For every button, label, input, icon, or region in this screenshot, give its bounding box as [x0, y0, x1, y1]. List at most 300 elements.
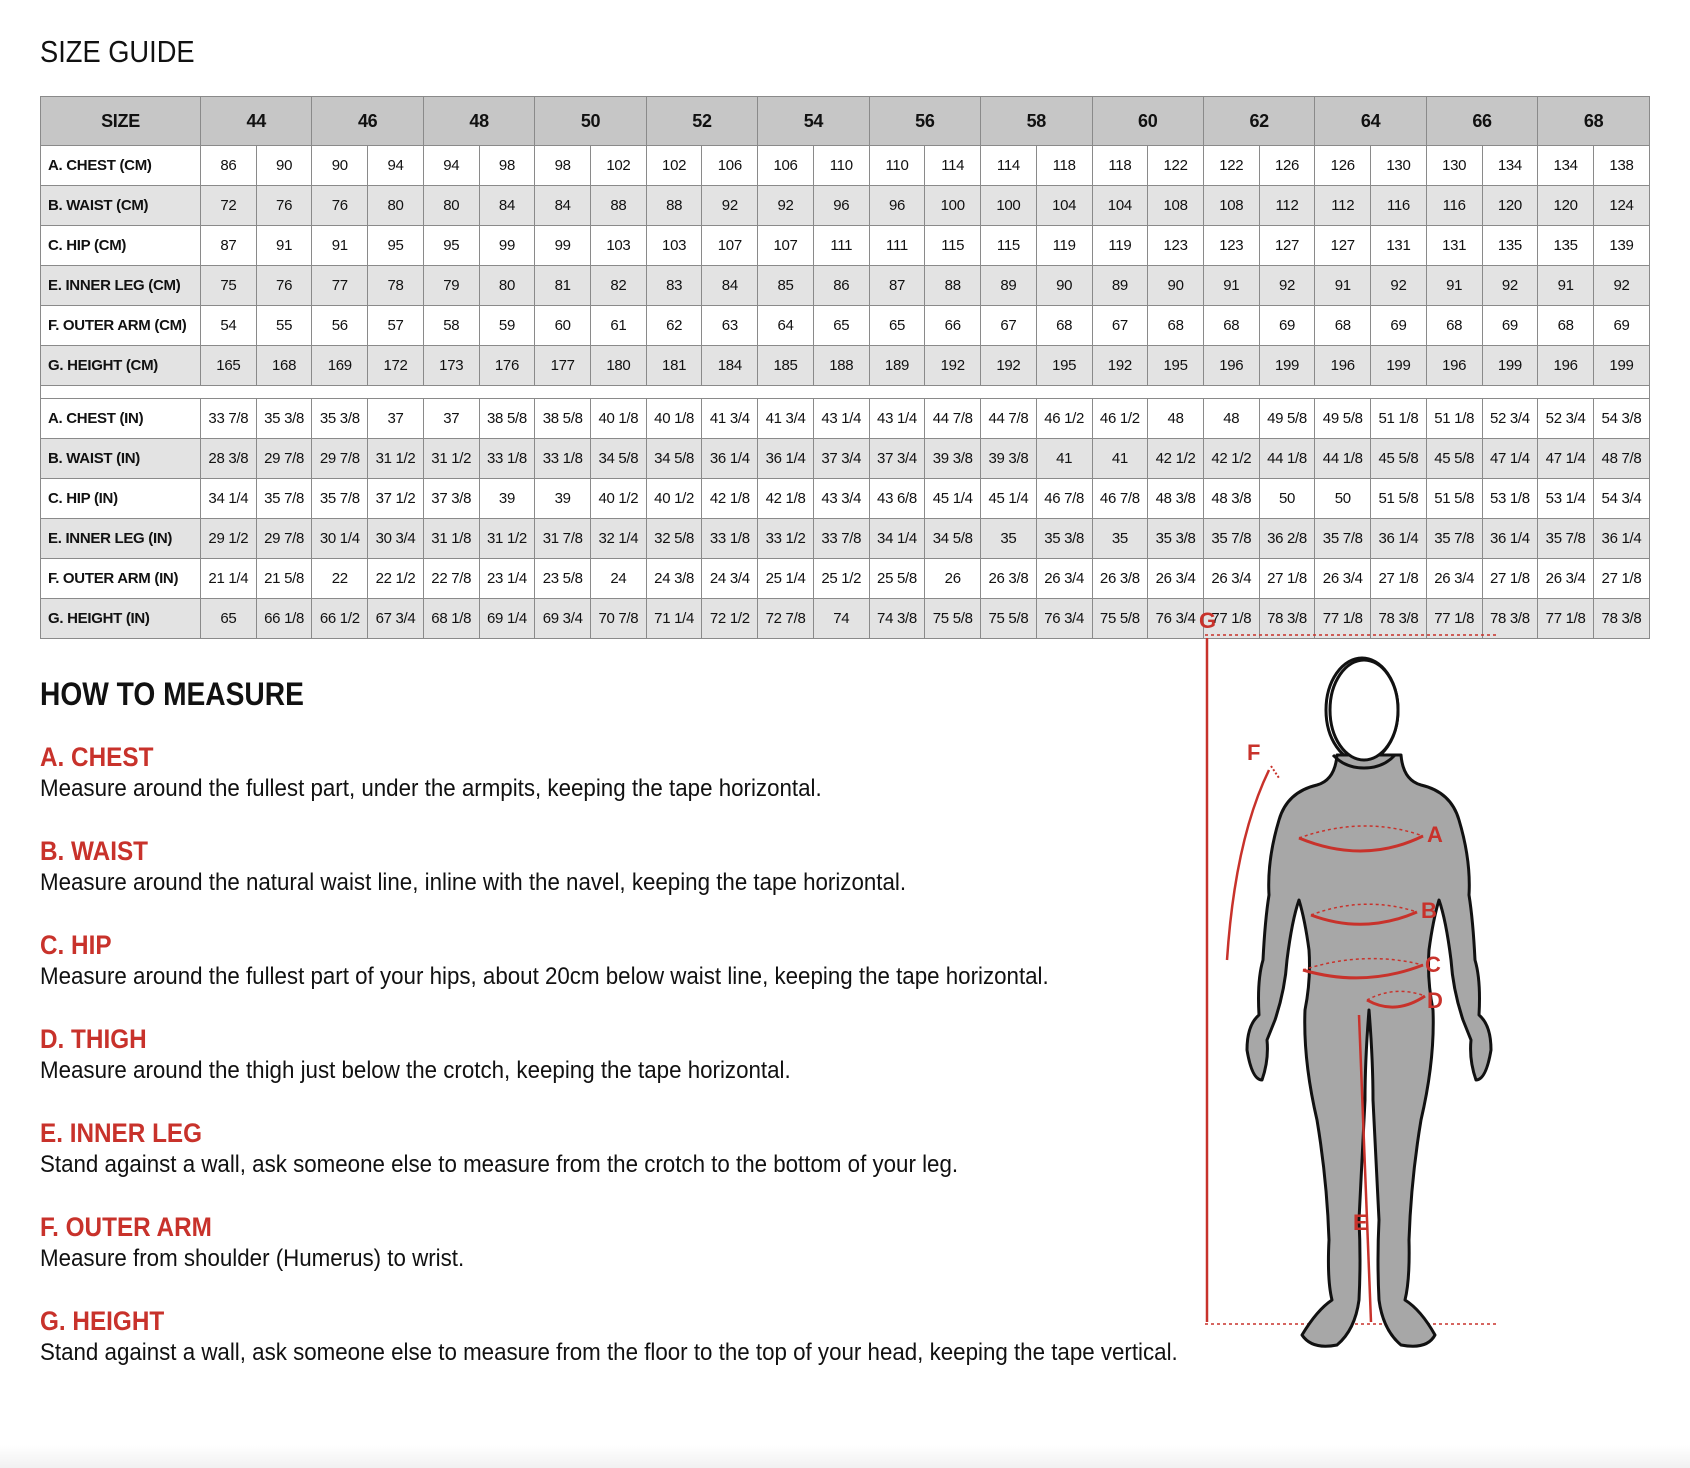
- table-cell: 91: [312, 226, 368, 266]
- table-cell: 32 1/4: [591, 519, 647, 559]
- table-cell: 81: [535, 266, 591, 306]
- row-label: C. HIP (IN): [41, 479, 201, 519]
- table-cell: 43 6/8: [869, 479, 925, 519]
- table-cell: 26 3/8: [981, 559, 1037, 599]
- table-cell: 79: [423, 266, 479, 306]
- table-cell: 188: [813, 346, 869, 386]
- table-cell: 68: [1315, 306, 1371, 346]
- table-cell: 94: [368, 146, 424, 186]
- instruction-title: F. OUTER ARM: [40, 1212, 212, 1242]
- table-cell: 134: [1482, 146, 1538, 186]
- table-row: [41, 266, 1650, 306]
- table-cell: 116: [1371, 186, 1427, 226]
- table-cell: 33 7/8: [201, 399, 257, 439]
- size-header-60: 60: [1092, 97, 1203, 146]
- table-cell: 91: [1203, 266, 1259, 306]
- table-cell: 54 3/8: [1593, 399, 1649, 439]
- table-cell: 37 1/2: [368, 479, 424, 519]
- size-header-44: 44: [201, 97, 312, 146]
- table-cell: 22: [312, 559, 368, 599]
- outer-arm-line: [1227, 770, 1269, 960]
- table-cell: 48 3/8: [1148, 479, 1204, 519]
- table-cell: 49 5/8: [1259, 399, 1315, 439]
- instruction-title: E. INNER LEG: [40, 1118, 203, 1148]
- table-cell: 35 7/8: [1538, 519, 1594, 559]
- table-cell: 71 1/4: [646, 599, 702, 639]
- table-cell: 48: [1148, 399, 1204, 439]
- table-cell: 91: [1538, 266, 1594, 306]
- table-cell: 37 3/4: [869, 439, 925, 479]
- table-cell: 26 3/4: [1203, 559, 1259, 599]
- table-cell: 108: [1203, 186, 1259, 226]
- instruction-item: [40, 740, 1220, 834]
- table-cell: 80: [479, 266, 535, 306]
- table-cell: 87: [869, 266, 925, 306]
- table-cell: 110: [813, 146, 869, 186]
- table-cell: 40 1/8: [591, 399, 647, 439]
- table-cell: 83: [646, 266, 702, 306]
- label-a: A: [1427, 822, 1443, 847]
- table-cell: 112: [1259, 186, 1315, 226]
- table-cell: 31 1/2: [479, 519, 535, 559]
- table-cell: 75 5/8: [1092, 599, 1148, 639]
- size-table: [40, 96, 1650, 639]
- table-cell: 65: [813, 306, 869, 346]
- size-header-46: 46: [312, 97, 423, 146]
- table-cell: 122: [1203, 146, 1259, 186]
- table-cell: 69: [1371, 306, 1427, 346]
- table-cell: 26 3/4: [1315, 559, 1371, 599]
- table-cell: 66: [925, 306, 981, 346]
- size-header-58: 58: [981, 97, 1092, 146]
- instruction-title: B. WAIST: [40, 836, 148, 866]
- table-cell: 131: [1426, 226, 1482, 266]
- table-cell: 43 1/4: [869, 399, 925, 439]
- table-cell: 114: [981, 146, 1037, 186]
- table-cell: 115: [981, 226, 1037, 266]
- table-cell: 39: [479, 479, 535, 519]
- table-cell: 35 7/8: [1426, 519, 1482, 559]
- table-cell: 51 5/8: [1371, 479, 1427, 519]
- table-cell: 77: [312, 266, 368, 306]
- table-row: [41, 399, 1650, 439]
- table-cell: 22 1/2: [368, 559, 424, 599]
- table-cell: 35 3/8: [1036, 519, 1092, 559]
- table-cell: 61: [591, 306, 647, 346]
- table-cell: 36 1/4: [702, 439, 758, 479]
- table-cell: 52 3/4: [1482, 399, 1538, 439]
- table-cell: 172: [368, 346, 424, 386]
- table-cell: 89: [981, 266, 1037, 306]
- table-row: [41, 559, 1650, 599]
- table-cell: 46 1/2: [1036, 399, 1092, 439]
- table-cell: 130: [1371, 146, 1427, 186]
- table-cell: 26 3/4: [1538, 559, 1594, 599]
- table-cell: 69 1/4: [479, 599, 535, 639]
- table-cell: 33 7/8: [813, 519, 869, 559]
- table-cell: 44 1/8: [1259, 439, 1315, 479]
- instruction-text: Measure from shoulder (Humerus) to wrist.: [40, 1245, 465, 1272]
- table-cell: 43 1/4: [813, 399, 869, 439]
- table-cell: 27 1/8: [1259, 559, 1315, 599]
- table-cell: 29 7/8: [256, 519, 312, 559]
- size-header-56: 56: [869, 97, 980, 146]
- table-cell: 50: [1259, 479, 1315, 519]
- table-cell: 38 5/8: [535, 399, 591, 439]
- page-title: SIZE GUIDE: [40, 34, 195, 69]
- table-cell: 119: [1092, 226, 1148, 266]
- table-cell: 54 3/4: [1593, 479, 1649, 519]
- table-cell: 45 1/4: [981, 479, 1037, 519]
- table-cell: 46 7/8: [1092, 479, 1148, 519]
- instruction-item: [40, 1304, 1220, 1398]
- instruction-text: Stand against a wall, ask someone else to measure from the floor to the top of your head, keeping the tape vertical.: [40, 1339, 1178, 1366]
- instruction-item: [40, 928, 1220, 1022]
- table-cell: 126: [1315, 146, 1371, 186]
- table-cell: 78 3/8: [1259, 599, 1315, 639]
- table-cell: 199: [1593, 346, 1649, 386]
- table-cell: 46 1/2: [1092, 399, 1148, 439]
- table-cell: 23 1/4: [479, 559, 535, 599]
- size-header-68: 68: [1538, 97, 1650, 146]
- table-cell: 102: [591, 146, 647, 186]
- table-cell: 30 3/4: [368, 519, 424, 559]
- table-cell: 48 3/8: [1203, 479, 1259, 519]
- table-cell: 59: [479, 306, 535, 346]
- table-cell: 43 3/4: [813, 479, 869, 519]
- label-g: G: [1199, 608, 1217, 633]
- table-cell: 34 5/8: [646, 439, 702, 479]
- size-header-54: 54: [758, 97, 869, 146]
- table-cell: 139: [1593, 226, 1649, 266]
- label-c: C: [1425, 952, 1441, 977]
- size-header-62: 62: [1203, 97, 1314, 146]
- row-label: F. OUTER ARM (CM): [41, 306, 201, 346]
- table-row: [41, 226, 1650, 266]
- table-cell: 95: [423, 226, 479, 266]
- table-cell: 52 3/4: [1538, 399, 1594, 439]
- table-cell: 30 1/4: [312, 519, 368, 559]
- table-cell: 135: [1482, 226, 1538, 266]
- table-cell: 74: [813, 599, 869, 639]
- table-cell: 89: [1092, 266, 1148, 306]
- table-cell: 91: [256, 226, 312, 266]
- table-cell: 165: [201, 346, 257, 386]
- bottom-fade: [0, 1445, 1690, 1468]
- table-cell: 100: [981, 186, 1037, 226]
- table-cell: 75 5/8: [925, 599, 981, 639]
- table-cell: 34 1/4: [869, 519, 925, 559]
- table-cell: 41 3/4: [702, 399, 758, 439]
- table-row: [41, 306, 1650, 346]
- table-cell: 84: [702, 266, 758, 306]
- instruction-title: D. THIGH: [40, 1024, 147, 1054]
- table-cell: 123: [1203, 226, 1259, 266]
- table-cell: 77 1/8: [1203, 599, 1259, 639]
- table-cell: 196: [1538, 346, 1594, 386]
- table-cell: 100: [925, 186, 981, 226]
- instruction-item: [40, 1210, 1220, 1304]
- table-cell: 126: [1259, 146, 1315, 186]
- table-cell: 134: [1538, 146, 1594, 186]
- table-cell: 72 7/8: [758, 599, 814, 639]
- table-cell: 55: [256, 306, 312, 346]
- table-cell: 199: [1371, 346, 1427, 386]
- table-cell: 50: [1315, 479, 1371, 519]
- table-cell: 25 1/2: [813, 559, 869, 599]
- instruction-text: Measure around the thigh just below the crotch, keeping the tape horizontal.: [40, 1057, 791, 1084]
- table-cell: 112: [1315, 186, 1371, 226]
- instruction-text: Stand against a wall, ask someone else to measure from the crotch to the bottom of your leg.: [40, 1151, 959, 1178]
- table-cell: 69: [1259, 306, 1315, 346]
- table-cell: 56: [312, 306, 368, 346]
- table-cell: 118: [1036, 146, 1092, 186]
- table-cell: 44 1/8: [1315, 439, 1371, 479]
- table-cell: 80: [423, 186, 479, 226]
- table-cell: 29 7/8: [256, 439, 312, 479]
- table-cell: 45 5/8: [1371, 439, 1427, 479]
- table-cell: 99: [535, 226, 591, 266]
- row-label: A. CHEST (CM): [41, 146, 201, 186]
- table-cell: 185: [758, 346, 814, 386]
- table-row: [41, 479, 1650, 519]
- table-cell: 104: [1036, 186, 1092, 226]
- table-cell: 51 5/8: [1426, 479, 1482, 519]
- table-cell: 85: [758, 266, 814, 306]
- size-header-52: 52: [646, 97, 757, 146]
- table-cell: 177: [535, 346, 591, 386]
- table-cell: 42 1/8: [758, 479, 814, 519]
- table-cell: 118: [1092, 146, 1148, 186]
- table-cell: 77 1/8: [1426, 599, 1482, 639]
- table-cell: 76 3/4: [1148, 599, 1204, 639]
- table-cell: 38 5/8: [479, 399, 535, 439]
- table-cell: 63: [702, 306, 758, 346]
- table-cell: 68 1/8: [423, 599, 479, 639]
- table-cell: 21 1/4: [201, 559, 257, 599]
- table-cell: 138: [1593, 146, 1649, 186]
- table-cell: 72: [201, 186, 257, 226]
- size-header-48: 48: [423, 97, 534, 146]
- table-cell: 62: [646, 306, 702, 346]
- table-cell: 26 3/4: [1426, 559, 1482, 599]
- table-cell: 33 1/8: [479, 439, 535, 479]
- table-cell: 22 7/8: [423, 559, 479, 599]
- table-cell: 75 5/8: [981, 599, 1037, 639]
- table-cell: 26 3/8: [1092, 559, 1148, 599]
- table-cell: 35 7/8: [256, 479, 312, 519]
- table-cell: 60: [535, 306, 591, 346]
- table-cell: 99: [479, 226, 535, 266]
- instruction-item: [40, 1116, 1220, 1210]
- table-cell: 40 1/2: [591, 479, 647, 519]
- table-cell: 31 7/8: [535, 519, 591, 559]
- table-cell: 35 3/8: [256, 399, 312, 439]
- table-cell: 90: [312, 146, 368, 186]
- table-cell: 94: [423, 146, 479, 186]
- table-cell: 84: [535, 186, 591, 226]
- table-cell: 87: [201, 226, 257, 266]
- table-cell: 104: [1092, 186, 1148, 226]
- table-cell: 127: [1259, 226, 1315, 266]
- table-cell: 36 1/4: [1593, 519, 1649, 559]
- table-cell: 29 7/8: [312, 439, 368, 479]
- table-cell: 88: [646, 186, 702, 226]
- table-row: [41, 186, 1650, 226]
- table-cell: 45 5/8: [1426, 439, 1482, 479]
- table-cell: 90: [1148, 266, 1204, 306]
- instruction-title: C. HIP: [40, 930, 112, 960]
- table-cell: 96: [813, 186, 869, 226]
- row-label: F. OUTER ARM (IN): [41, 559, 201, 599]
- table-cell: 76: [256, 266, 312, 306]
- table-cell: 46 7/8: [1036, 479, 1092, 519]
- table-cell: 39: [535, 479, 591, 519]
- table-cell: 29 1/2: [201, 519, 257, 559]
- table-cell: 91: [1315, 266, 1371, 306]
- label-f: F: [1247, 740, 1261, 765]
- table-row: [41, 146, 1650, 186]
- spacer-cell: [41, 386, 1650, 399]
- table-cell: 192: [1092, 346, 1148, 386]
- table-cell: 70 7/8: [591, 599, 647, 639]
- table-cell: 33 1/8: [702, 519, 758, 559]
- table-cell: 107: [702, 226, 758, 266]
- table-cell: 76: [256, 186, 312, 226]
- how-to-measure-title: HOW TO MEASURE: [40, 676, 304, 712]
- table-cell: 92: [1259, 266, 1315, 306]
- table-cell: 77 1/8: [1538, 599, 1594, 639]
- table-cell: 42 1/2: [1203, 439, 1259, 479]
- table-cell: 80: [368, 186, 424, 226]
- table-cell: 58: [423, 306, 479, 346]
- table-cell: 25 5/8: [869, 559, 925, 599]
- table-cell: 111: [869, 226, 925, 266]
- table-cell: 127: [1315, 226, 1371, 266]
- size-header-row: [41, 97, 1650, 146]
- table-cell: 66 1/2: [312, 599, 368, 639]
- table-cell: 27 1/8: [1482, 559, 1538, 599]
- instruction-item: [40, 834, 1220, 928]
- table-cell: 34 5/8: [591, 439, 647, 479]
- table-cell: 42 1/8: [702, 479, 758, 519]
- table-cell: 25 1/4: [758, 559, 814, 599]
- table-cell: 106: [702, 146, 758, 186]
- table-cell: 92: [702, 186, 758, 226]
- table-cell: 169: [312, 346, 368, 386]
- row-label: G. HEIGHT (IN): [41, 599, 201, 639]
- table-cell: 76 3/4: [1036, 599, 1092, 639]
- row-label: B. WAIST (CM): [41, 186, 201, 226]
- table-cell: 45 1/4: [925, 479, 981, 519]
- table-cell: 196: [1426, 346, 1482, 386]
- table-cell: 36 1/4: [758, 439, 814, 479]
- table-cell: 67: [981, 306, 1037, 346]
- table-cell: 28 3/8: [201, 439, 257, 479]
- table-cell: 54: [201, 306, 257, 346]
- table-cell: 115: [925, 226, 981, 266]
- label-b: B: [1421, 898, 1437, 923]
- table-cell: 48: [1203, 399, 1259, 439]
- table-cell: 95: [368, 226, 424, 266]
- table-cell: 33 1/2: [758, 519, 814, 559]
- table-row: [41, 519, 1650, 559]
- table-row: [41, 439, 1650, 479]
- row-label: E. INNER LEG (IN): [41, 519, 201, 559]
- table-cell: 67: [1092, 306, 1148, 346]
- table-cell: 84: [479, 186, 535, 226]
- table-cell: 24: [591, 559, 647, 599]
- table-cell: 68: [1148, 306, 1204, 346]
- size-header-64: 64: [1315, 97, 1426, 146]
- table-cell: 68: [1538, 306, 1594, 346]
- table-cell: 68: [1426, 306, 1482, 346]
- table-cell: 36 1/4: [1371, 519, 1427, 559]
- table-cell: 27 1/8: [1371, 559, 1427, 599]
- size-header-label: SIZE: [41, 97, 201, 146]
- table-cell: 26: [925, 559, 981, 599]
- table-cell: 37 3/8: [423, 479, 479, 519]
- table-cell: 40 1/2: [646, 479, 702, 519]
- table-cell: 37: [423, 399, 479, 439]
- table-row: [41, 346, 1650, 386]
- table-cell: 65: [201, 599, 257, 639]
- table-cell: 92: [1371, 266, 1427, 306]
- table-cell: 176: [479, 346, 535, 386]
- instruction-text: Measure around the fullest part, under the armpits, keeping the tape horizontal.: [40, 775, 822, 802]
- table-cell: 24 3/4: [702, 559, 758, 599]
- table-cell: 90: [1036, 266, 1092, 306]
- table-cell: 48 7/8: [1593, 439, 1649, 479]
- table-cell: 49 5/8: [1315, 399, 1371, 439]
- table-cell: 76: [312, 186, 368, 226]
- table-cell: 192: [925, 346, 981, 386]
- table-cell: 53 1/8: [1482, 479, 1538, 519]
- table-cell: 33 1/8: [535, 439, 591, 479]
- table-cell: 69 3/4: [535, 599, 591, 639]
- table-cell: 42 1/2: [1148, 439, 1204, 479]
- table-cell: 86: [201, 146, 257, 186]
- table-cell: 78 3/8: [1371, 599, 1427, 639]
- table-cell: 31 1/8: [423, 519, 479, 559]
- table-cell: 51 1/8: [1426, 399, 1482, 439]
- table-cell: 92: [1482, 266, 1538, 306]
- table-spacer-row: [41, 386, 1650, 399]
- table-cell: 26 3/4: [1148, 559, 1204, 599]
- table-cell: 82: [591, 266, 647, 306]
- table-cell: 88: [591, 186, 647, 226]
- table-cell: 35 7/8: [1315, 519, 1371, 559]
- table-cell: 41: [1092, 439, 1148, 479]
- table-cell: 64: [758, 306, 814, 346]
- table-cell: 135: [1538, 226, 1594, 266]
- table-cell: 107: [758, 226, 814, 266]
- table-cell: 66 1/8: [256, 599, 312, 639]
- row-label: A. CHEST (IN): [41, 399, 201, 439]
- table-cell: 78 3/8: [1482, 599, 1538, 639]
- table-cell: 103: [591, 226, 647, 266]
- table-cell: 31 1/2: [423, 439, 479, 479]
- table-cell: 47 1/4: [1482, 439, 1538, 479]
- table-cell: 189: [869, 346, 925, 386]
- table-cell: 92: [1593, 266, 1649, 306]
- table-cell: 37: [368, 399, 424, 439]
- table-cell: 184: [702, 346, 758, 386]
- table-cell: 35 7/8: [312, 479, 368, 519]
- table-cell: 124: [1593, 186, 1649, 226]
- table-cell: 110: [869, 146, 925, 186]
- table-cell: 23 5/8: [535, 559, 591, 599]
